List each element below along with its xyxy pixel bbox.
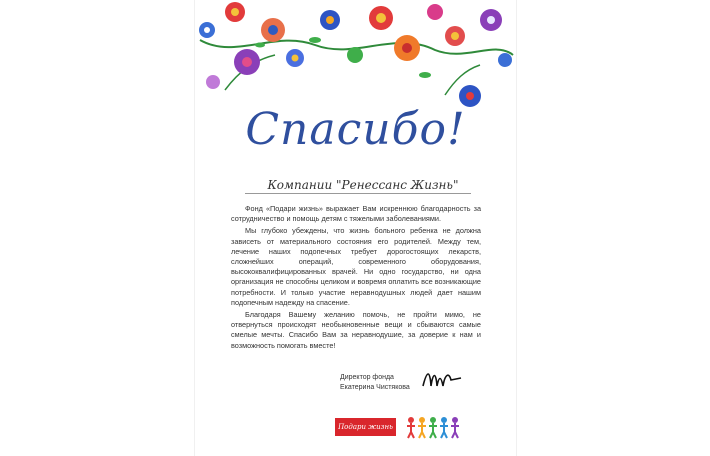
children-figures-logo [405,414,459,440]
paragraph: Фонд «Подари жизнь» выражает Вам искреннюю благодарность за сотрудничество и помощь детям с тяжелыми заболеваниями. [231,204,481,224]
letter-body [231,204,481,353]
addressee-underline [245,193,471,194]
podari-zhizn-logo: Подари жизнь [335,418,396,436]
letter-title: Спасибо! [245,104,466,155]
addressee: Компании "Ренессанс Жизнь" [267,178,459,192]
handwritten-signature [421,366,463,392]
paragraph: Мы глубоко убеждены, что жизнь больного ребенка не должна зависеть от материального состояния его родителей. Между тем, лечение наших подопечных требует дорогостоящих лекарств, сложнейших операций, современного оборудования, высококвалифицированных врачей. Ни одно государство, ни одна организация не способны целиком и вовремя оплатить все возникающие потребности. И только участие неравнодушных людей дает нашим подопечным надежду на спасение. [231,226,481,307]
signer-title: Директор фонда [340,374,394,381]
signer-name: Екатерина Чистякова [340,384,410,391]
thank-you-letter [195,0,516,456]
paragraph: Благодаря Вашему желанию помочь, не пройти мимо, не отвернуться происходят необыкновенные вещи и сбываются самые смелые мечты. Спасибо Вам за неравнодушие, за доверие к нам и возможность помогать вместе! [231,310,481,350]
signer-block [340,373,430,393]
embroidered-flowers-border [195,0,516,120]
